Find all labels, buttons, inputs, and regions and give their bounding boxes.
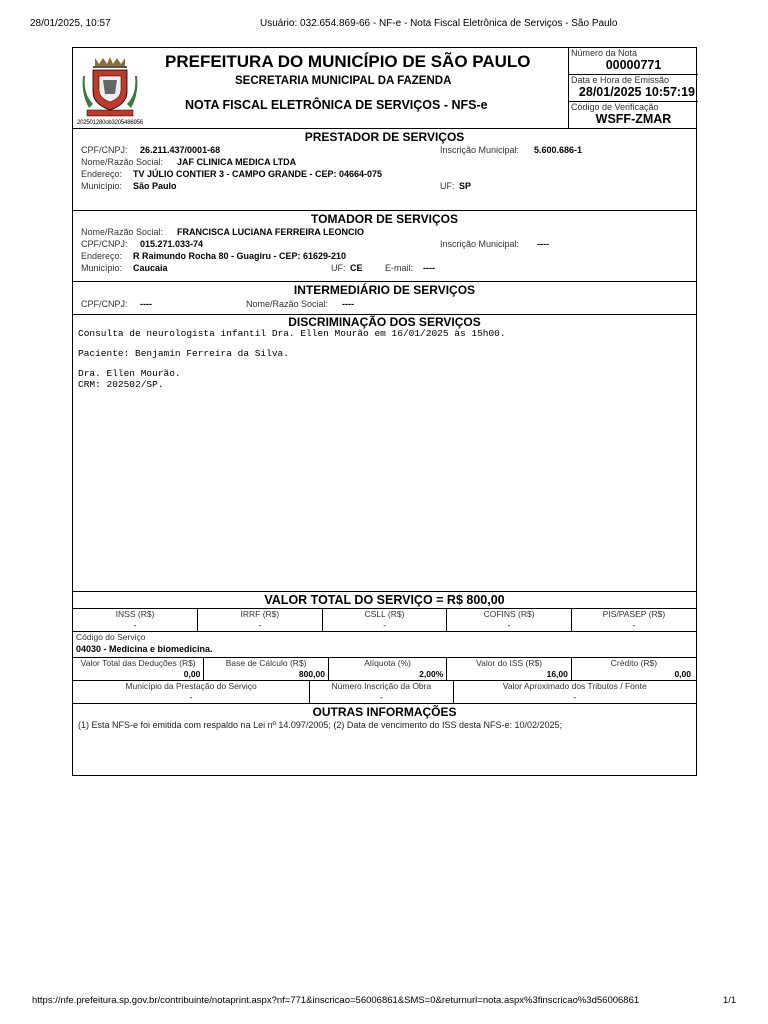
document-title: NOTA FISCAL ELETRÔNICA DE SERVIÇOS - NFS-e	[185, 98, 488, 112]
discriminacao-line-2: Paciente: Benjamin Ferreira da Silva.	[78, 348, 289, 359]
prestador-municipio-label: Município:	[81, 181, 123, 191]
tomador-uf: CE	[350, 263, 363, 273]
codigo-verificacao-value: WSFF-ZMAR	[595, 112, 672, 126]
base-calculo-value: 800,00	[204, 669, 329, 680]
prestador-municipio: São Paulo	[133, 181, 177, 191]
intermediario-nome-label: Nome/Razão Social:	[246, 299, 329, 309]
print-title: Usuário: 032.654.869-66 - NF-e - Nota Fiscal Eletrônica de Serviços - São Paulo	[260, 18, 618, 29]
outras-informacoes-section	[73, 704, 696, 731]
cofins-label: COFINS (R$)	[447, 609, 572, 620]
tributos-aprox-value: -	[573, 692, 577, 702]
tomador-municipio: Caucaia	[133, 263, 168, 273]
intermediario-title: INTERMEDIÁRIO DE SERVIÇOS	[293, 283, 476, 297]
intermediario-nome: ----	[342, 299, 354, 309]
discriminacao-line-3: Dra. Ellen Mourão.	[78, 368, 181, 379]
outras-informacoes-text: (1) Esta NFS-e foi emitida com respaldo na Lei nº 14.097/2005; (2) Data de vencimento do ISS desta NFS-e: 10/02/2025;	[78, 720, 563, 730]
credito-label: Crédito (R$)	[610, 658, 658, 668]
tomador-email: ----	[423, 263, 435, 273]
prestador-nome-label: Nome/Razão Social:	[81, 157, 164, 167]
outros-section	[73, 681, 696, 704]
prestador-nome: JAF CLINICA MEDICA LTDA	[177, 157, 297, 167]
tomador-cpf-label: CPF/CNPJ:	[81, 239, 128, 249]
pis-label: PIS/PASEP (R$)	[602, 609, 666, 619]
discriminacao-line-4: CRM: 202502/SP.	[78, 379, 164, 390]
print-page-number: 1/1	[723, 995, 737, 1006]
tomador-nome-label: Nome/Razão Social:	[81, 227, 164, 237]
prestador-title: PRESTADOR DE SERVIÇOS	[304, 130, 465, 144]
prestador-endereco: TV JÚLIO CONTIER 3 - CAMPO GRANDE - CEP: 04664-075	[133, 169, 383, 179]
tomador-municipio-label: Município:	[81, 263, 123, 273]
intermediario-section	[73, 282, 696, 315]
prestador-uf-label: UF:	[440, 181, 455, 191]
outras-informacoes-title: OUTRAS INFORMAÇÕES	[312, 705, 457, 719]
discriminacao-line-1: Consulta de neurologista infantil Dra. Ellen Mourão em 16/01/2025 às 15h00.	[78, 328, 506, 339]
tributos-section	[73, 609, 696, 632]
prestador-im-label: Inscrição Municipal:	[440, 145, 520, 155]
intermediario-cpf: ----	[140, 299, 152, 309]
note-info-panel	[568, 48, 698, 128]
tomador-im-label: Inscrição Municipal:	[440, 239, 520, 249]
document-header	[73, 48, 696, 129]
tomador-endereco-label: Endereço:	[81, 251, 123, 261]
logo-code: 202501280ob3205486956	[77, 120, 143, 126]
csll-value: -	[322, 620, 447, 631]
inscricao-obra-label: Número Inscrição da Obra	[310, 681, 453, 692]
discriminacao-title: DISCRIMINAÇÃO DOS SERVIÇOS	[288, 315, 481, 329]
base-calculo-label: Base de Cálculo (R$)	[204, 658, 329, 669]
intermediario-cpf-label: CPF/CNPJ:	[81, 299, 128, 309]
valores-section	[73, 658, 696, 681]
municipality-title: PREFEITURA DO MUNICÍPIO DE SÃO PAULO	[165, 52, 531, 71]
nfse-document	[72, 47, 697, 776]
discriminacao-section	[73, 315, 696, 591]
inscricao-obra-value: -	[310, 692, 453, 703]
inss-value: -	[73, 620, 198, 631]
valor-iss-label: Valor do ISS (R$)	[447, 658, 572, 669]
tomador-title: TOMADOR DE SERVIÇOS	[311, 212, 458, 226]
codigo-servico-value: 04030 - Medicina e biomedicina.	[76, 644, 213, 654]
cofins-value: -	[447, 620, 572, 631]
codigo-servico-label: Código do Serviço	[76, 632, 146, 642]
emissao-value: 28/01/2025 10:57:19	[578, 85, 695, 99]
municipio-prestacao-value: -	[73, 692, 310, 703]
tomador-email-label: E-mail:	[385, 263, 414, 273]
sao-paulo-coat-of-arms-icon	[81, 54, 139, 118]
print-url: https://nfe.prefeitura.sp.gov.br/contribuinte/notaprint.aspx?nf=771&inscricao=56006861&SMS=0&returnurl=nota.aspx%3finscricao%3d56006861	[32, 995, 640, 1006]
tomador-cpf: 015.271.033-74	[140, 239, 204, 249]
secretariat-title: SECRETARIA MUNICIPAL DA FAZENDA	[235, 75, 452, 87]
tomador-im: ----	[537, 239, 549, 249]
aliquota-value: 2,00%	[328, 669, 446, 680]
inss-label: INSS (R$)	[73, 609, 198, 620]
deducoes-label: Valor Total das Deduções (R$)	[73, 658, 204, 669]
prestador-endereco-label: Endereço:	[81, 169, 123, 179]
numero-label: Número da Nota	[571, 48, 638, 58]
prestador-im: 5.600.686-1	[534, 145, 583, 155]
irrf-value: -	[198, 620, 323, 631]
tomador-section	[73, 211, 696, 282]
aliquota-label: Alíquota (%)	[328, 658, 446, 669]
credito-value: 0,00	[674, 669, 691, 679]
pis-value: -	[632, 620, 636, 630]
tomador-uf-label: UF:	[331, 263, 346, 273]
valor-iss-value: 16,00	[447, 669, 572, 680]
prestador-uf: SP	[459, 181, 472, 191]
prestador-section	[73, 129, 696, 211]
print-datetime: 28/01/2025, 10:57	[30, 18, 111, 29]
codigo-verificacao-label: Código de Verificação	[571, 102, 659, 112]
codigo-servico-section	[73, 632, 696, 658]
municipio-prestacao-label: Município da Prestação do Serviço	[73, 681, 310, 692]
prestador-cnpj: 26.211.437/0001-68	[140, 145, 221, 155]
tributos-aprox-label: Valor Aproximado dos Tributos / Fonte	[502, 681, 647, 691]
tomador-endereco: R Raimundo Rocha 80 - Guagiru - CEP: 61629-210	[133, 251, 347, 261]
irrf-label: IRRF (R$)	[198, 609, 323, 620]
emissao-label: Data e Hora de Emissão	[571, 75, 670, 85]
prestador-cnpj-label: CPF/CNPJ:	[81, 145, 128, 155]
tomador-nome: FRANCISCA LUCIANA FERREIRA LEONCIO	[177, 227, 364, 237]
numero-value: 00000771	[605, 58, 662, 72]
deducoes-value: 0,00	[73, 669, 204, 680]
valor-total: VALOR TOTAL DO SERVIÇO = R$ 800,00	[73, 591, 696, 609]
csll-label: CSLL (R$)	[322, 609, 447, 620]
